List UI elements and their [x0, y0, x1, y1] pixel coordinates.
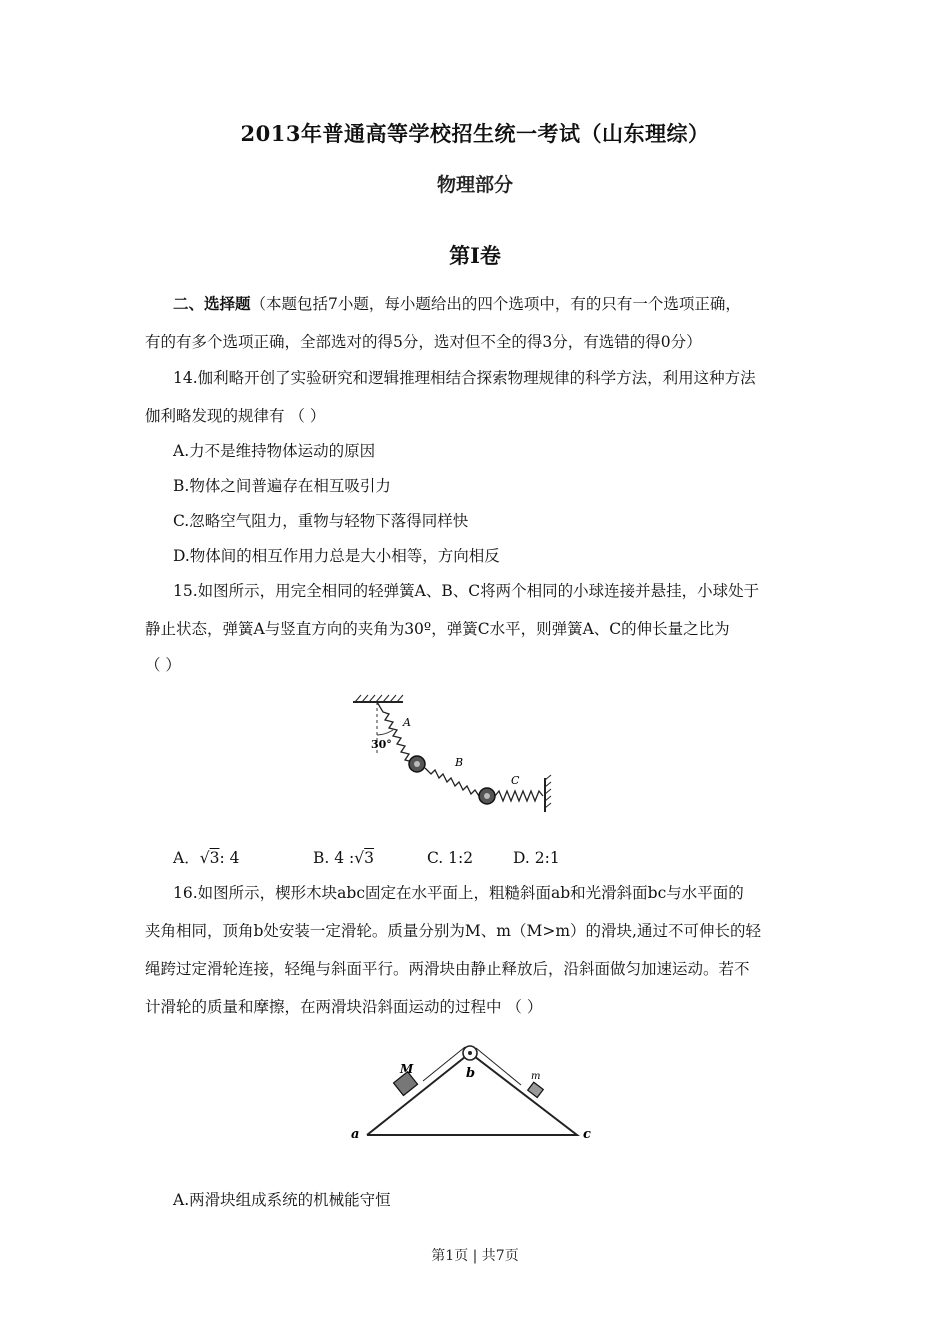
section-intro-line-2: 有的有多个选项正确，全部选对的得5分，选对但不全的得3分，有选错的得0分）: [145, 333, 702, 351]
q16-vertex-c-label: c: [583, 1127, 591, 1142]
q15-spring-b-label: B: [455, 756, 464, 769]
q14-option-a: A.力不是维持物体运动的原因: [173, 442, 376, 460]
page-footer: 第1页 | 共7页: [431, 1248, 519, 1264]
q16-option-a: A.两滑块组成系统的机械能守恒: [173, 1191, 391, 1209]
page-title: 2013年普通高等学校招生统一考试（山东理综）: [240, 121, 710, 146]
section-intro-line-1: [173, 292, 741, 314]
q16-line-2: 夹角相同，顶角b处安装一定滑轮。质量分别为M、m（M>m）的滑块,通过不可伸长的轻: [145, 922, 761, 940]
q15-line-3: （ ）: [145, 656, 181, 674]
q15-line-1: 15.如图所示，用完全相同的轻弹簧A、B、C将两个相同的小球连接并悬挂，小球处于: [173, 582, 760, 600]
q15-line-2: 静止状态，弹簧A与竖直方向的夹角为30º，弹簧C水平，则弹簧A、C的伸长量之比为: [145, 620, 730, 638]
q15-option-c: C. 1:2: [427, 849, 474, 867]
q14-option-d: D.物体间的相互作用力总是大小相等，方向相反: [173, 547, 500, 565]
page-subtitle: 物理部分: [436, 174, 513, 196]
section-intro-text: （本题包括7小题，每小题给出的四个选项中，有的只有一个选项正确，: [250, 295, 741, 313]
q14-line-2: 伽利略发现的规律有 （ ）: [145, 407, 326, 425]
q16-vertex-b-label: b: [466, 1066, 476, 1081]
q15-option-d: D. 2:1: [513, 849, 560, 867]
q14-option-c: C.忽略空气阻力，重物与轻物下落得同样快: [173, 512, 469, 530]
q16-vertex-a-label: a: [351, 1127, 360, 1142]
q15-spring-figure: [345, 690, 565, 815]
q14-line-1: 14.伽利略开创了实验研究和逻辑推理相结合探索物理规律的科学方法，利用这种方法: [173, 369, 756, 387]
q15-spring-c-label: C: [511, 774, 520, 787]
q15-option-b: B. 4 :√3: [313, 849, 375, 867]
section-label: 二、选择题: [173, 294, 251, 313]
q15-angle-label: 30°: [371, 738, 392, 751]
q15-options-row: [173, 846, 560, 868]
q14-option-b: B.物体之间普遍存在相互吸引力: [173, 477, 391, 495]
q16-line-1: 16.如图所示，楔形木块abc固定在水平面上，粗糙斜面ab和光滑斜面bc与水平面的: [173, 884, 744, 902]
q16-wedge-figure: [345, 1035, 605, 1145]
q16-block-m-big-label: M: [400, 1062, 414, 1076]
q16-line-4: 计滑轮的质量和摩擦，在两滑块沿斜面运动的过程中 （ ）: [145, 998, 543, 1016]
volume-heading: 第Ⅰ卷: [449, 243, 501, 268]
q16-line-3: 绳跨过定滑轮连接，轻绳与斜面平行。两滑块由静止释放后，沿斜面做匀加速运动。若不: [145, 960, 750, 978]
q16-block-m-small-label: m: [531, 1071, 541, 1082]
q15-option-a: A．√3: 4: [173, 849, 240, 867]
q15-spring-a-label: A: [403, 716, 411, 729]
